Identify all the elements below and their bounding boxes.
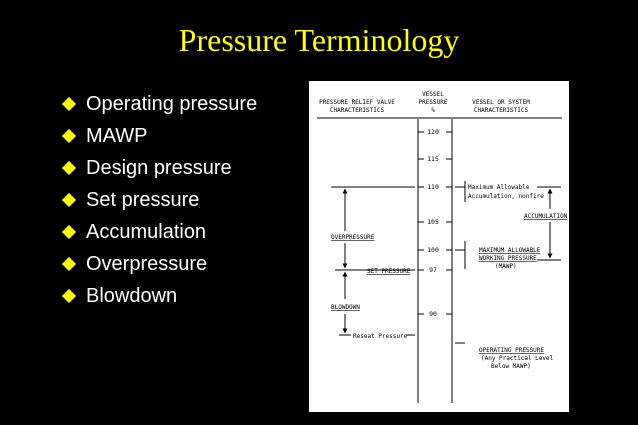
bullet-item (64, 280, 257, 312)
header-middle-line: PRESSURE (418, 99, 448, 106)
max-allowable-label: Maximum Allowable (468, 184, 530, 191)
pressure-diagram (309, 81, 569, 412)
header-right-line: VESSEL OR SYSTEM (472, 99, 530, 106)
bullet-list (64, 88, 257, 312)
diamond-bullet-icon (62, 161, 76, 175)
scale-tick-label: 110 (427, 183, 439, 191)
mawp-label: WORKING PRESSURE (479, 255, 537, 262)
bullet-item (64, 184, 257, 216)
scale-tick (418, 266, 452, 274)
scale-tick (418, 310, 452, 318)
header-left-line: CHARACTERISTICS (329, 107, 385, 114)
scale-tick (418, 246, 452, 254)
header-right-line: CHARACTERISTICS (473, 107, 529, 114)
bullet-item (64, 152, 257, 184)
bullet-text: MAWP (86, 124, 148, 147)
slide-title: Pressure Terminology (178, 22, 460, 58)
bullet-item (64, 88, 257, 120)
accumulation-label: ACCUMULATION (524, 213, 568, 220)
header-middle-line: % (431, 107, 435, 114)
scale-tick (418, 218, 452, 226)
mawp-label: (MAWP) (495, 263, 517, 270)
max-allowable-label: Accumulation, nonfire (468, 193, 544, 200)
overpressure-label: OVERPRESSURE (331, 234, 375, 241)
bullet-text: Blowdown (86, 284, 178, 307)
bullet-text: Operating pressure (86, 92, 258, 115)
pressure-diagram-svg (309, 81, 569, 412)
bullet-text: Design pressure (86, 156, 232, 179)
scale-tick-label: 105 (427, 218, 439, 226)
operating-pressure-label: OPERATING PRESSURE (479, 347, 545, 354)
diamond-bullet-icon (62, 257, 76, 271)
reseat-pressure-label: Reseat Pressure (353, 333, 408, 340)
mawp-label: MAXIMUM ALLOWABLE (479, 247, 541, 254)
diamond-bullet-icon (62, 97, 76, 111)
diamond-bullet-icon (62, 129, 76, 143)
set-pressure-label: SET PRESSURE (367, 268, 411, 275)
header-middle-line: VESSEL (422, 91, 444, 98)
scale-tick-label: 120 (427, 128, 439, 136)
bullet-item (64, 216, 257, 248)
scale-tick-label: 97 (429, 266, 437, 274)
bullet-text: Overpressure (86, 252, 208, 275)
header-left-line: PRESSURE RELIEF VALVE (319, 99, 395, 106)
diamond-bullet-icon (62, 225, 76, 239)
bullet-text: Accumulation (86, 220, 207, 243)
scale-tick (418, 155, 452, 163)
diamond-bullet-icon (62, 289, 76, 303)
bullet-item (64, 120, 257, 152)
bullet-item (64, 248, 257, 280)
diamond-bullet-icon (62, 193, 76, 207)
scale-tick (418, 128, 452, 136)
blowdown-label: BLOWDOWN (331, 304, 360, 311)
scale-tick-label: 100 (427, 246, 439, 254)
scale-tick (418, 183, 452, 191)
scale-tick-label: 115 (427, 155, 439, 163)
bullet-text: Set pressure (86, 188, 200, 211)
operating-pressure-label: Below MAWP) (491, 363, 531, 370)
scale-tick-label: 90 (429, 310, 437, 318)
operating-pressure-label: (Any Practical Level (481, 355, 554, 362)
